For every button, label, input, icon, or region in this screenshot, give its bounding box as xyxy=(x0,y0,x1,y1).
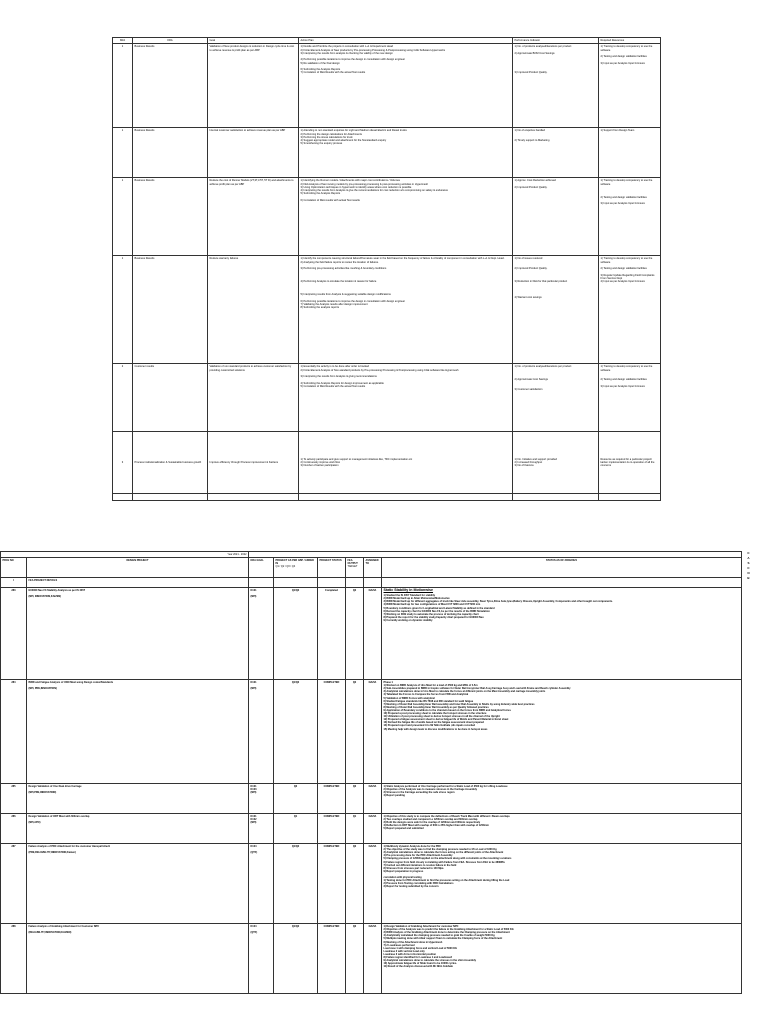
kra-goal: Improve efficiency through Process improvement & Kaizens xyxy=(208,432,299,494)
project-title-cell xyxy=(27,844,249,924)
project-details: 1) Static Analysis performed of Uno Carriage performed for a Static Load of 3500 kg for Lifting Loadcase 2) Objective of the Analysis was to measure stresses in the Carriage Assembly 3) Stresses in the Carriage exceeding the safe stress region 4) Report pending xyxy=(383,785,508,798)
kra-action-plan: 1) Attending to non standard enquiries for Light and Medium diesel Electric and Diesel trucks 2) Performing the design calculations for Attachments 3) Performing the stress calculations for truck 4) Suggest appropriate model and attachment for the Nonstandard enquiry 5) Smoothening the enquiry process xyxy=(299,128,513,178)
section-blank xyxy=(274,578,318,588)
section-blank xyxy=(318,578,346,588)
project-title-cell xyxy=(27,924,249,994)
kra-goal: Reduce warranty failures xyxy=(208,256,299,364)
kra-filler-cell xyxy=(513,494,599,501)
project-details-cell xyxy=(382,844,742,924)
header-kra-goal: KRA GOAL xyxy=(249,558,274,578)
kra-header-goal: Goal xyxy=(208,38,299,44)
project-details-cell xyxy=(382,814,742,844)
project-tag: (NPI, PRE,INNOVATION) xyxy=(28,687,57,691)
kra-indicator: 1) No. of products analysed/iterations per product 2) Approximate Cost Savings 3) Customer satisfaction xyxy=(513,364,599,432)
kra-name: Customer results xyxy=(133,364,208,432)
project-year: Year 2021 - 2022 xyxy=(1,552,249,558)
project-title-cell xyxy=(27,784,249,814)
side-letter: C xyxy=(747,551,750,555)
header-design-project: DESIGN PROJECT xyxy=(27,558,249,578)
section-blank xyxy=(346,578,364,588)
kra-goal: Validation of New product designs & reduction in Design cycle time & cost to achieve revenue & profit plan as per ABP xyxy=(208,44,299,128)
project-kra: K101 (NPI) xyxy=(249,588,274,680)
section-no: I xyxy=(1,578,27,588)
kra-goal: Internal customer satisfaction to achieve revenue plan as per ABP xyxy=(208,128,299,178)
project-tag: (NPI,APO) xyxy=(28,821,41,825)
project-header-row xyxy=(1,558,742,578)
project-row xyxy=(1,588,742,680)
project-row xyxy=(1,844,742,924)
header-abp xyxy=(274,558,318,578)
kra-no: 2 xyxy=(113,364,133,432)
project-title: Design Validation of ORT Mast with 600mm overlap xyxy=(28,815,90,819)
project-abp: Q1 xyxy=(274,814,318,844)
kra-action-plan: 1) Identifying the Runner models / Attachments with major cost contributions / Volumes 2) FEA Analysis of fast moving models by pre-processing,processing & post-processing activities in Hypermesh 3) Using Optimization techniques in hypermesh to identify areas where cost reduction is possible 4) Interpreting the results from Analysis & give the recommendations for cost reduction w/o compromising on safety & endurance 5) Submitting the Analysis Reports 6) Correlation of FEA results with actual Test results xyxy=(299,178,513,256)
header-project-status: PROJECT STATUS xyxy=(318,558,346,578)
project-title-cell xyxy=(27,588,249,680)
kra-row xyxy=(113,44,661,128)
section-blank xyxy=(382,578,742,588)
project-no: 283 xyxy=(1,588,27,680)
project-kra: K104 (QTF) xyxy=(249,844,274,924)
project-title: BIRD and Fatigue Analysis of UNO Mast using Design codes/Standards xyxy=(28,681,114,685)
kra-action-plan: 1) To actively participate and give support to management initiatives like, TDC implementation etc 2) Continuously improve work flow 3) Number of kaizen participation xyxy=(299,432,513,494)
kra-row xyxy=(113,128,661,178)
project-status: COMPLETED xyxy=(318,924,346,994)
kra-no: 3 xyxy=(113,432,133,494)
project-assigned: NAZIA xyxy=(364,784,382,814)
kra-header-kra: KRA xyxy=(133,38,208,44)
kra-indicator: 1) No of enquiries handled 2) Timely support to Marketing xyxy=(513,128,599,178)
project-target: Q1 xyxy=(346,814,364,844)
kra-row xyxy=(113,364,661,432)
project-status: COMPLETED xyxy=(318,680,346,784)
project-tag: (PRE,RELIABILITY,INNOVATION,Kaizen) xyxy=(28,851,76,855)
project-row xyxy=(1,680,742,784)
kra-header-no: KRA xyxy=(113,38,133,44)
project-title-cell xyxy=(27,814,249,844)
kra-header-indicator: Performance Indicator xyxy=(513,38,599,44)
kra-header-action-plan: Action Plan xyxy=(299,38,513,44)
project-details: 1) Studied the IS 4357 Standard for stability 2) BIRD Model built up in Altair Motionwise/Motionsolve 3) BIRD Model built up for different aggregates of truck like Steer Axle assembly, Steer Tyres,Drive Axle,tyres,Battery Chassis,Upright Assembly, Components and other bought out components. 4) BIRD Model built up for two configurations of Mast CVT 6800 and CVT7200 mm 5) Boundary conditions given for Longitudinal and Lateral Stability as defined in the standard 6) Derived the capacity chart for EX3000 Neo F3,As per the results of the BIRD Simulation 7) Working on DOE study to automate the process of deriving the capacity chart 8) Prepared the report for the stability study,Capacity chart prepared for EX3000 Neo 9) Currently working on dynamic stability xyxy=(383,594,613,622)
project-tag: (NPI,PRE,INNOVATION) xyxy=(28,791,57,795)
project-kra: K104 (QTF) xyxy=(249,924,274,994)
project-abp: Q1/Q2 xyxy=(274,588,318,680)
project-title-cell xyxy=(27,680,249,784)
kra-resources: 1) Training to develop competency to use the software 2) Testing and design validation facilities 3) Input as per Analysis Input formsure xyxy=(599,44,661,128)
project-section-row xyxy=(1,578,742,588)
header-abp-label: PROJECT AS PER ABP / ADDED IN xyxy=(275,559,314,566)
project-target: Q2 xyxy=(346,588,364,680)
project-assigned: NAZIA xyxy=(364,680,382,784)
project-table xyxy=(0,551,742,994)
kra-resources: Resource as required for a particular project/ kaizen implementation & co-operation of all the concerns xyxy=(599,432,661,494)
project-row xyxy=(1,784,742,814)
kra-indicator: 1) No of issues resolved 2) Improved Product Quality. 3) Reduction in FEA for that particular product 4) Warrant cost savings xyxy=(513,256,599,364)
kra-action-plan: 1) Identify the components causing structural failure/Premature wear in the field based on the frequency of failure & criticality of component in consultation with L+1 & Dept. Head. 2) Analysing the field failure reports to review the location of failures. 3) Performing pre-processing activities like meshing & boundary conditions 4) Performing Analysis to simulate the location & reason for failure 5) Interpreting results from Analysis & suggesting suitable design modifications 6) Performing possible iterations to improve the design in consultation with design engineer 7) Validating the Analysis results after design improvement 8) Submitting the analysis reports xyxy=(299,256,513,364)
header-assigned: ASSIGNED TO xyxy=(364,558,382,578)
kra-action-plan: 1) Essentially the activity is to be done after order is booked 2) Finite Element Analysis of Non-standard products by Pre-processing Processing & Postprocessing using CAE software like Hypermesh 3) Interpreting the results from Analysis & giving recommendations 4) Submitting the Analysis Reports for design improvement as applicable 5) Correlation of FEA Results with the actual Test results xyxy=(299,364,513,432)
kra-name: Process institutionalization & Sustainable business growth xyxy=(133,432,208,494)
kra-goal: Reduce the cost of Runner Models (2T,3T,3.5T, 5T D) and attachments to achieve profit plan as per ABP xyxy=(208,178,299,256)
project-heading: Static Stability in Motionwise xyxy=(383,588,434,593)
project-abp: Q1/Q2 xyxy=(274,924,318,994)
header-fea-output xyxy=(346,558,364,578)
kra-filler-cell xyxy=(113,494,133,501)
kra-filler-cell xyxy=(299,494,513,501)
side-letter: A xyxy=(747,556,750,560)
section-blank xyxy=(249,578,274,588)
project-heading: Phase 1 xyxy=(383,681,393,685)
project-title: Failure Analysis of PRC Attachment for the customer Hanspal Hitech xyxy=(28,845,111,849)
kra-indicator: 1) Approx. Cost Reduction achieved 2) Improved Product Quality. xyxy=(513,178,599,256)
project-no: 284 xyxy=(1,680,27,784)
kra-indicator: 1) No. of products analysed/iterations per product 2) Approximate BOM Cost Savings 3) Improved Product Quality. xyxy=(513,44,599,128)
kra-name: Business Results xyxy=(133,256,208,364)
project-status: COMPLETED xyxy=(318,814,346,844)
kra-name: Business Results xyxy=(133,178,208,256)
kra-indicator: 1) No. Initiative and support provided 2) Increased throughput 3) No of Kaizens xyxy=(513,432,599,494)
side-letter: O xyxy=(747,571,750,575)
side-letter: S xyxy=(747,561,750,565)
kra-table xyxy=(112,37,661,501)
project-details: 1) Design Validation of Grabbing Attachment for customer NPC 2) Objective of the Analysis was to predict the failure in the Grabbing Attachment for a Static Load of 5000 KG 3) BIRD Analysis of the Grabbing Attachment done to determine the Clamping pressure on the Attachment 4) Analytically calculated the clamping pressure needed to grab the Coulite of weight 5000 Kg 5) Multiple meeting done with Altair support Team to calculate the Clamping force of the Attachment 6) Meshing of the Attachment done in Hypermesh 7) 2 Loadcases performed Load case 1 with clamping force and vertical Load of 5000 KG Loadcase 2 with vertical Load only Loadcase 3 with Arms in Horizontal position 8) Failure region identified for Loadcase 1 and Loadcase3 9) Analytical calculations done to calculate the stresses in the shim Assembly 10) Approximate fatigue life of Slide found to be 10000 cycles. 11) Result of the Analysis discussed with Mr Nitin Gokhale xyxy=(383,925,514,969)
kra-no: 1 xyxy=(113,128,133,178)
project-assigned: NAZIA xyxy=(364,924,382,994)
project-kra: K101 (NPI) xyxy=(249,680,274,784)
kra-resources: 1) Training to develop competency to use the software 2) Testing and design validation facilities 3) Regular Update Regarding Field Complaints From Service Dept 4) Input as per Analysis Input formsure xyxy=(599,256,661,364)
kra-filler-cell xyxy=(599,494,661,501)
project-kra: K101 K102 (NPI) xyxy=(249,814,274,844)
kra-resources: 1) Training to develop competency to use the software 2) Testing and design validation facilities 3) Input as per Analysis Input formsure xyxy=(599,364,661,432)
kra-resources: 1) Support from Design Team xyxy=(599,128,661,178)
kra-row xyxy=(113,256,661,364)
section-blank xyxy=(364,578,382,588)
project-details-cell xyxy=(382,784,742,814)
project-abp: Q1/Q2 xyxy=(274,680,318,784)
project-title: Design Validation of Uno Dual drive Carriage xyxy=(28,785,82,789)
project-status: COMPLETED xyxy=(318,784,346,814)
project-details-cell xyxy=(382,924,742,994)
project-details: 1) Objective of this study is to compare the deflections of Reach Truck Mast with different i Beam overlaps 2) Two overlaps studied and compared i.e 1200mm overlap and 600mm overlap 3) Both the designs were safe for the overlap of 1200mm and 600mm respectively 4) Deflection in ORT Mast with overlap of 600 is 25% higher than with overlap of 1200mm 5) Report prepared and submitted xyxy=(383,815,510,831)
project-status: Completed xyxy=(318,588,346,680)
project-assigned: NAZIA xyxy=(364,844,382,924)
section-title: FEA PROJECT DETAILS xyxy=(27,578,249,588)
header-status-as-of: STATUS AS OF 30/09/2021 xyxy=(382,558,742,578)
project-target: Q2 xyxy=(346,784,364,814)
kra-resources: 1) Training to develop competency to use the software 2) Testing and design validation facilities 3) Input as per Analysis Input formsure xyxy=(599,178,661,256)
project-target: Q2 xyxy=(346,924,364,994)
kra-filler-cell xyxy=(133,494,208,501)
project-details-cell xyxy=(382,680,742,784)
header-proj-no: PROJ NO xyxy=(1,558,27,578)
project-abp: Q1/Q2 xyxy=(274,844,318,924)
project-details: 1) Multibody dynamic Analysis done for the PRC 2) The objective of the study was to find the clamping pressure needed to lift a Load of 1600 Kg 3) Analytical calculations done to calculate the forces acting on the different joints of the Attachment 4) Pre-processing done for the PRC Attachment Assembly 5) Clamping pressure of 120KN applied on the attachment along with constraints at the mounting Locations 6) Failure region from field closely correlating with Failure from FEA. Stresses from FEA to be 380MPa 7) Carried out different iterations to resolve failure in the field 8) Stresses from stresses part reduced to 140 Mpa 9) Report preparation in progress correlation with physical testing 1) Testing done for PRC Attachment to find the pressures acting on the Attachment during lifting the Load 2) Pressure from Testing correlating with FBD Calculations 3) Report for testing submitted by the concern xyxy=(383,845,512,889)
project-title: EX3000 Neo F3 Stability Analysis as per IS 4357 xyxy=(28,589,86,593)
project-tag: (NPI, INNOVATION,KAIZEN) xyxy=(28,595,62,599)
kra-row xyxy=(113,178,661,256)
project-details-cell xyxy=(382,588,742,680)
project-details: 1) Worked on BIRD Analysis of Uno Mast for a load of 3500 kg and MFH of 4.5m 2) Sub-Assemblies prepared in BIRD in Inspire software for Outer Rail Assy,Inner Rail Assy,Carriage Assy and Load with Frame and Reach cylinder Assembly 3) Analytical calculations done in Uno Mast to calculate the forces at different joints on the Mast Assembly and carriage Assembly joints 4) Tabulated the Forces to Compare the forces from FBD and Analytical 5) Validation of BIRD Forces with analytical 6) Studied Fatigue standards like BS 7608 and IIW standard for weld fatigue 7) Meshing of Outer Rail Assembly,Inner Rail assembly and Inner Rail Assembly in Shells by using Industry wide best practices 8) Meshing of Outer Rail Assembly,Inner Rail Assembly as per Quality followed practices 9) Application of Boundary conditions to the channels based on the forces from BIRD and Analytical forces 10) Prepared a post processing sheet to calculate the hotspot stresses in the structure 11) Utilization of post processing sheet to derive hotspot stresses in all the channel of the Upright 12) Prepared a fatigue assessment sheet to derive fatigue life of Welds and Parent Material in Excel sheet 13) Derived the fatigue life of welds based on the fatigue assessment sheet prepared 14) Prepared report and presented it to Mr Nitin Gokhale ,His inputs recorded 15) Meeting help with design team to discuss modifications to be done in hotspot areas xyxy=(383,684,571,731)
kra-row xyxy=(113,432,661,494)
kra-no: 1 xyxy=(113,178,133,256)
kra-goal: Validation of non standard products to achieve customer satisfaction by providing customized solutions xyxy=(208,364,299,432)
project-assigned: NAZIA xyxy=(364,588,382,680)
project-no: 288 xyxy=(1,924,27,994)
project-target: Q2 xyxy=(346,680,364,784)
project-row xyxy=(1,924,742,994)
kra-filler-row xyxy=(113,494,661,501)
kra-no: 1 xyxy=(113,44,133,128)
header-fea-output-label: FEA OUTPUT xyxy=(347,559,358,566)
side-letters xyxy=(744,551,753,581)
project-tag: (RELIABILITY,INNOVATION,KAIZEN) xyxy=(28,931,72,935)
project-row xyxy=(1,814,742,844)
side-letter: C xyxy=(747,566,750,570)
project-abp: Q2 xyxy=(274,784,318,814)
project-status: COMPLETED xyxy=(318,844,346,924)
project-kra: K101 K103 (NPI) xyxy=(249,784,274,814)
kra-name: Business Results xyxy=(133,128,208,178)
kra-filler-cell xyxy=(208,494,299,501)
project-target: Q2 xyxy=(346,844,364,924)
kra-action-plan: 1) Decide and Prioritize the projects in consultation with L+1 & Department Head 2) Finite Element Analysis of New products by Pre-processing Processing & Postprocessing using CAE Software Hypermeshs 3) Interpreting the results from analysis & checking the validity of the new design 4) Performing possible iterations to improve the design in consultation with design engineer 5) Re-validation of the final design 6) Submitting the Analysis Reports 7) Correlation of FEA Results with the actual Test results xyxy=(299,44,513,128)
kra-no: 1 xyxy=(113,256,133,364)
header-quarters: Q1 / Q2 / Q3 / Q4 xyxy=(275,565,296,569)
kra-header-resources: Required Resources xyxy=(599,38,661,44)
project-assigned: NAZIA xyxy=(364,814,382,844)
project-title: Failure Analysis of Grabbing Attachment for Customer NPC xyxy=(28,925,100,929)
side-letter: B xyxy=(747,576,750,580)
kra-name: Business Results xyxy=(133,44,208,128)
project-no: 286 xyxy=(1,814,27,844)
project-no: 287 xyxy=(1,844,27,924)
project-no: 285 xyxy=(1,784,27,814)
header-target: TARGET xyxy=(347,565,358,569)
